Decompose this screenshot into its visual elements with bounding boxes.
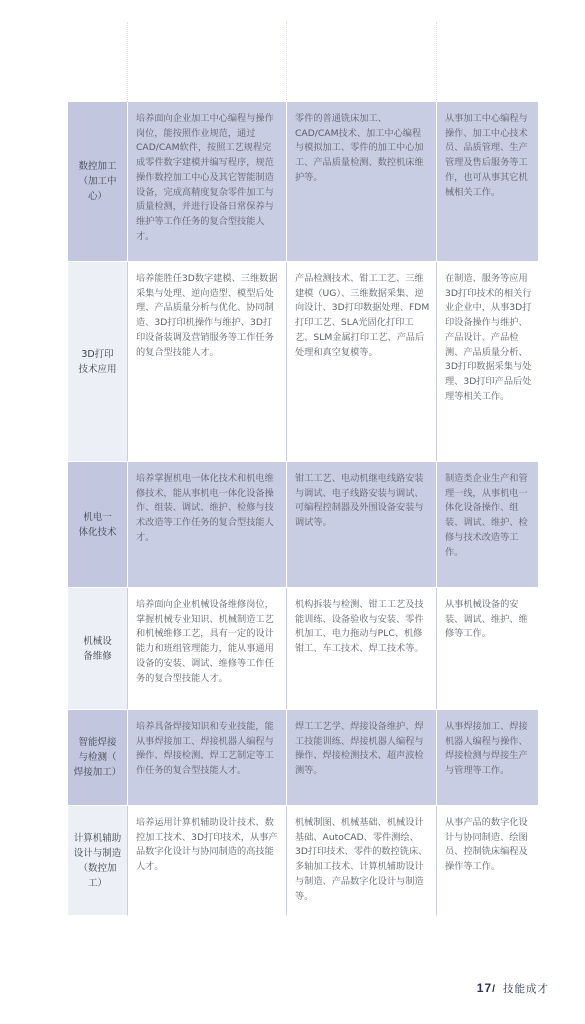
majors-table bbox=[68, 102, 538, 916]
training-goal: 培养能胜任3D数字建模、三维数据采集与处理、逆向造型、模型后处理、产品质量分析与优化、协同制造、3D打印机操作与维护、3D打印设备装调及营销服务等工作任务的复合型技能人才。 bbox=[127, 262, 286, 462]
major-name: 机电一 体化技术 bbox=[68, 462, 127, 588]
section-title: 技能成才 bbox=[503, 983, 549, 995]
major-name: 3D打印 技术应用 bbox=[68, 262, 127, 462]
employment-direction: 从事加工中心编程与操作、加工中心技术员、品质管理、生产管理及售后服务等工作，也可从事其它机械相关工作。 bbox=[436, 102, 538, 262]
table-row bbox=[68, 262, 538, 462]
training-goal: 培养面向企业机械设备维修岗位，掌握机械专业知识、机械制造工艺和机械维修工艺，具有一定的设计能力和班组管理能力，能从事通用设备的安装、调试、维修等工作任务的复合型技能人才。 bbox=[127, 588, 286, 710]
major-name: 数控加工 （加工中心） bbox=[68, 102, 127, 262]
major-name: 计算机辅助 设计与制造 （数控加工） bbox=[68, 806, 127, 916]
core-courses: 机械制图、机械基础、机械设计基础、AutoCAD、零件测绘、3D打印技术、零件的数控铣床、多轴加工技术、计算机辅助设计与制造、产品数字化设计与制造等。 bbox=[286, 806, 436, 916]
table-row bbox=[68, 806, 538, 916]
employment-direction: 在制造、服务等应用3D打印技术的相关行业企业中，从事3D打印设备操作与维护、产品设计、产品检测、产品质量分析、3D打印数据采集与处理、3D打印产品后处理等相关工作。 bbox=[436, 262, 538, 462]
divider bbox=[436, 22, 437, 102]
divider bbox=[286, 22, 287, 102]
major-name: 智能焊接 与检测（ 焊接加工） bbox=[68, 710, 127, 806]
table-row bbox=[68, 588, 538, 710]
training-goal: 培养掌握机电一体化技术和机电维修技术，能从事机电一体化设备操作、组装、调试、维护、检修与技术改造等工作任务的复合型技能人才。 bbox=[127, 462, 286, 588]
table-row bbox=[68, 710, 538, 806]
table-row bbox=[68, 462, 538, 588]
major-name: 机械设 备维修 bbox=[68, 588, 127, 710]
employment-direction: 从事机械设备的安装、调试、维护、维修等工作。 bbox=[436, 588, 538, 710]
training-goal: 培养面向企业加工中心编程与操作岗位，能按照作业规范，通过CAD/CAM软件，按照工艺规程完成零件数字建模并编写程序，规范操作数控加工中心及其它智能制造设备，完成高精度复杂零件加工与质量检测，并进行设备日常保养与维护等工作任务的复合型技能人才。 bbox=[127, 102, 286, 262]
employment-direction: 制造类企业生产和管理一线，从事机电一体化设备操作、组装、调试、维护、检修与技术改造等工作。 bbox=[436, 462, 538, 588]
footer-slash: / bbox=[492, 983, 497, 995]
core-courses: 钳工工艺、电动机继电线路安装与调试、电子线路安装与调试、可编程控制器及外围设备安装与调试等。 bbox=[286, 462, 436, 588]
table-header-continuation bbox=[68, 22, 538, 102]
training-goal: 培养具备焊接知识和专业技能，能从事焊接加工、焊接机器人编程与操作、焊接检测、焊工艺制定等工作任务的复合型技能人才。 bbox=[127, 710, 286, 806]
core-courses: 零件的普通铣床加工、CAD/CAM技术、加工中心编程与模拟加工、零件的加工中心加工、产品质量检测、数控机床维护等。 bbox=[286, 102, 436, 262]
core-courses: 焊工工艺学、焊接设备维护、焊工技能训练、焊接机器人编程与操作、焊接检测技术、超声波检测等。 bbox=[286, 710, 436, 806]
training-goal: 培养运用计算机辅助设计技术、数控加工技术、3D打印技术，从事产品数字化设计与协同制造的高技能人才。 bbox=[127, 806, 286, 916]
divider bbox=[127, 22, 128, 102]
employment-direction: 从事产品的数字化设计与协同制造、绘图员、控制铣床编程及操作等工作。 bbox=[436, 806, 538, 916]
page-footer bbox=[477, 981, 549, 996]
employment-direction: 从事焊接加工、焊接机器人编程与操作、焊接检测与焊接生产与管理等工作。 bbox=[436, 710, 538, 806]
page-number: 17 bbox=[476, 981, 493, 995]
core-courses: 产品检测技术、钳工工艺、三维建模（UG）、三维数据采集、逆向设计、3D打印数据处理、FDM打印工艺、SLA光固化打印工艺、SLM金属打印工艺、产品后处理和真空复模等。 bbox=[286, 262, 436, 462]
core-courses: 机构拆装与检测、钳工工艺及技能训练、设备验收与安装、零件机加工、电力拖动与PLC、机修钳工、车工技术、焊工技术等。 bbox=[286, 588, 436, 710]
table-row bbox=[68, 102, 538, 262]
